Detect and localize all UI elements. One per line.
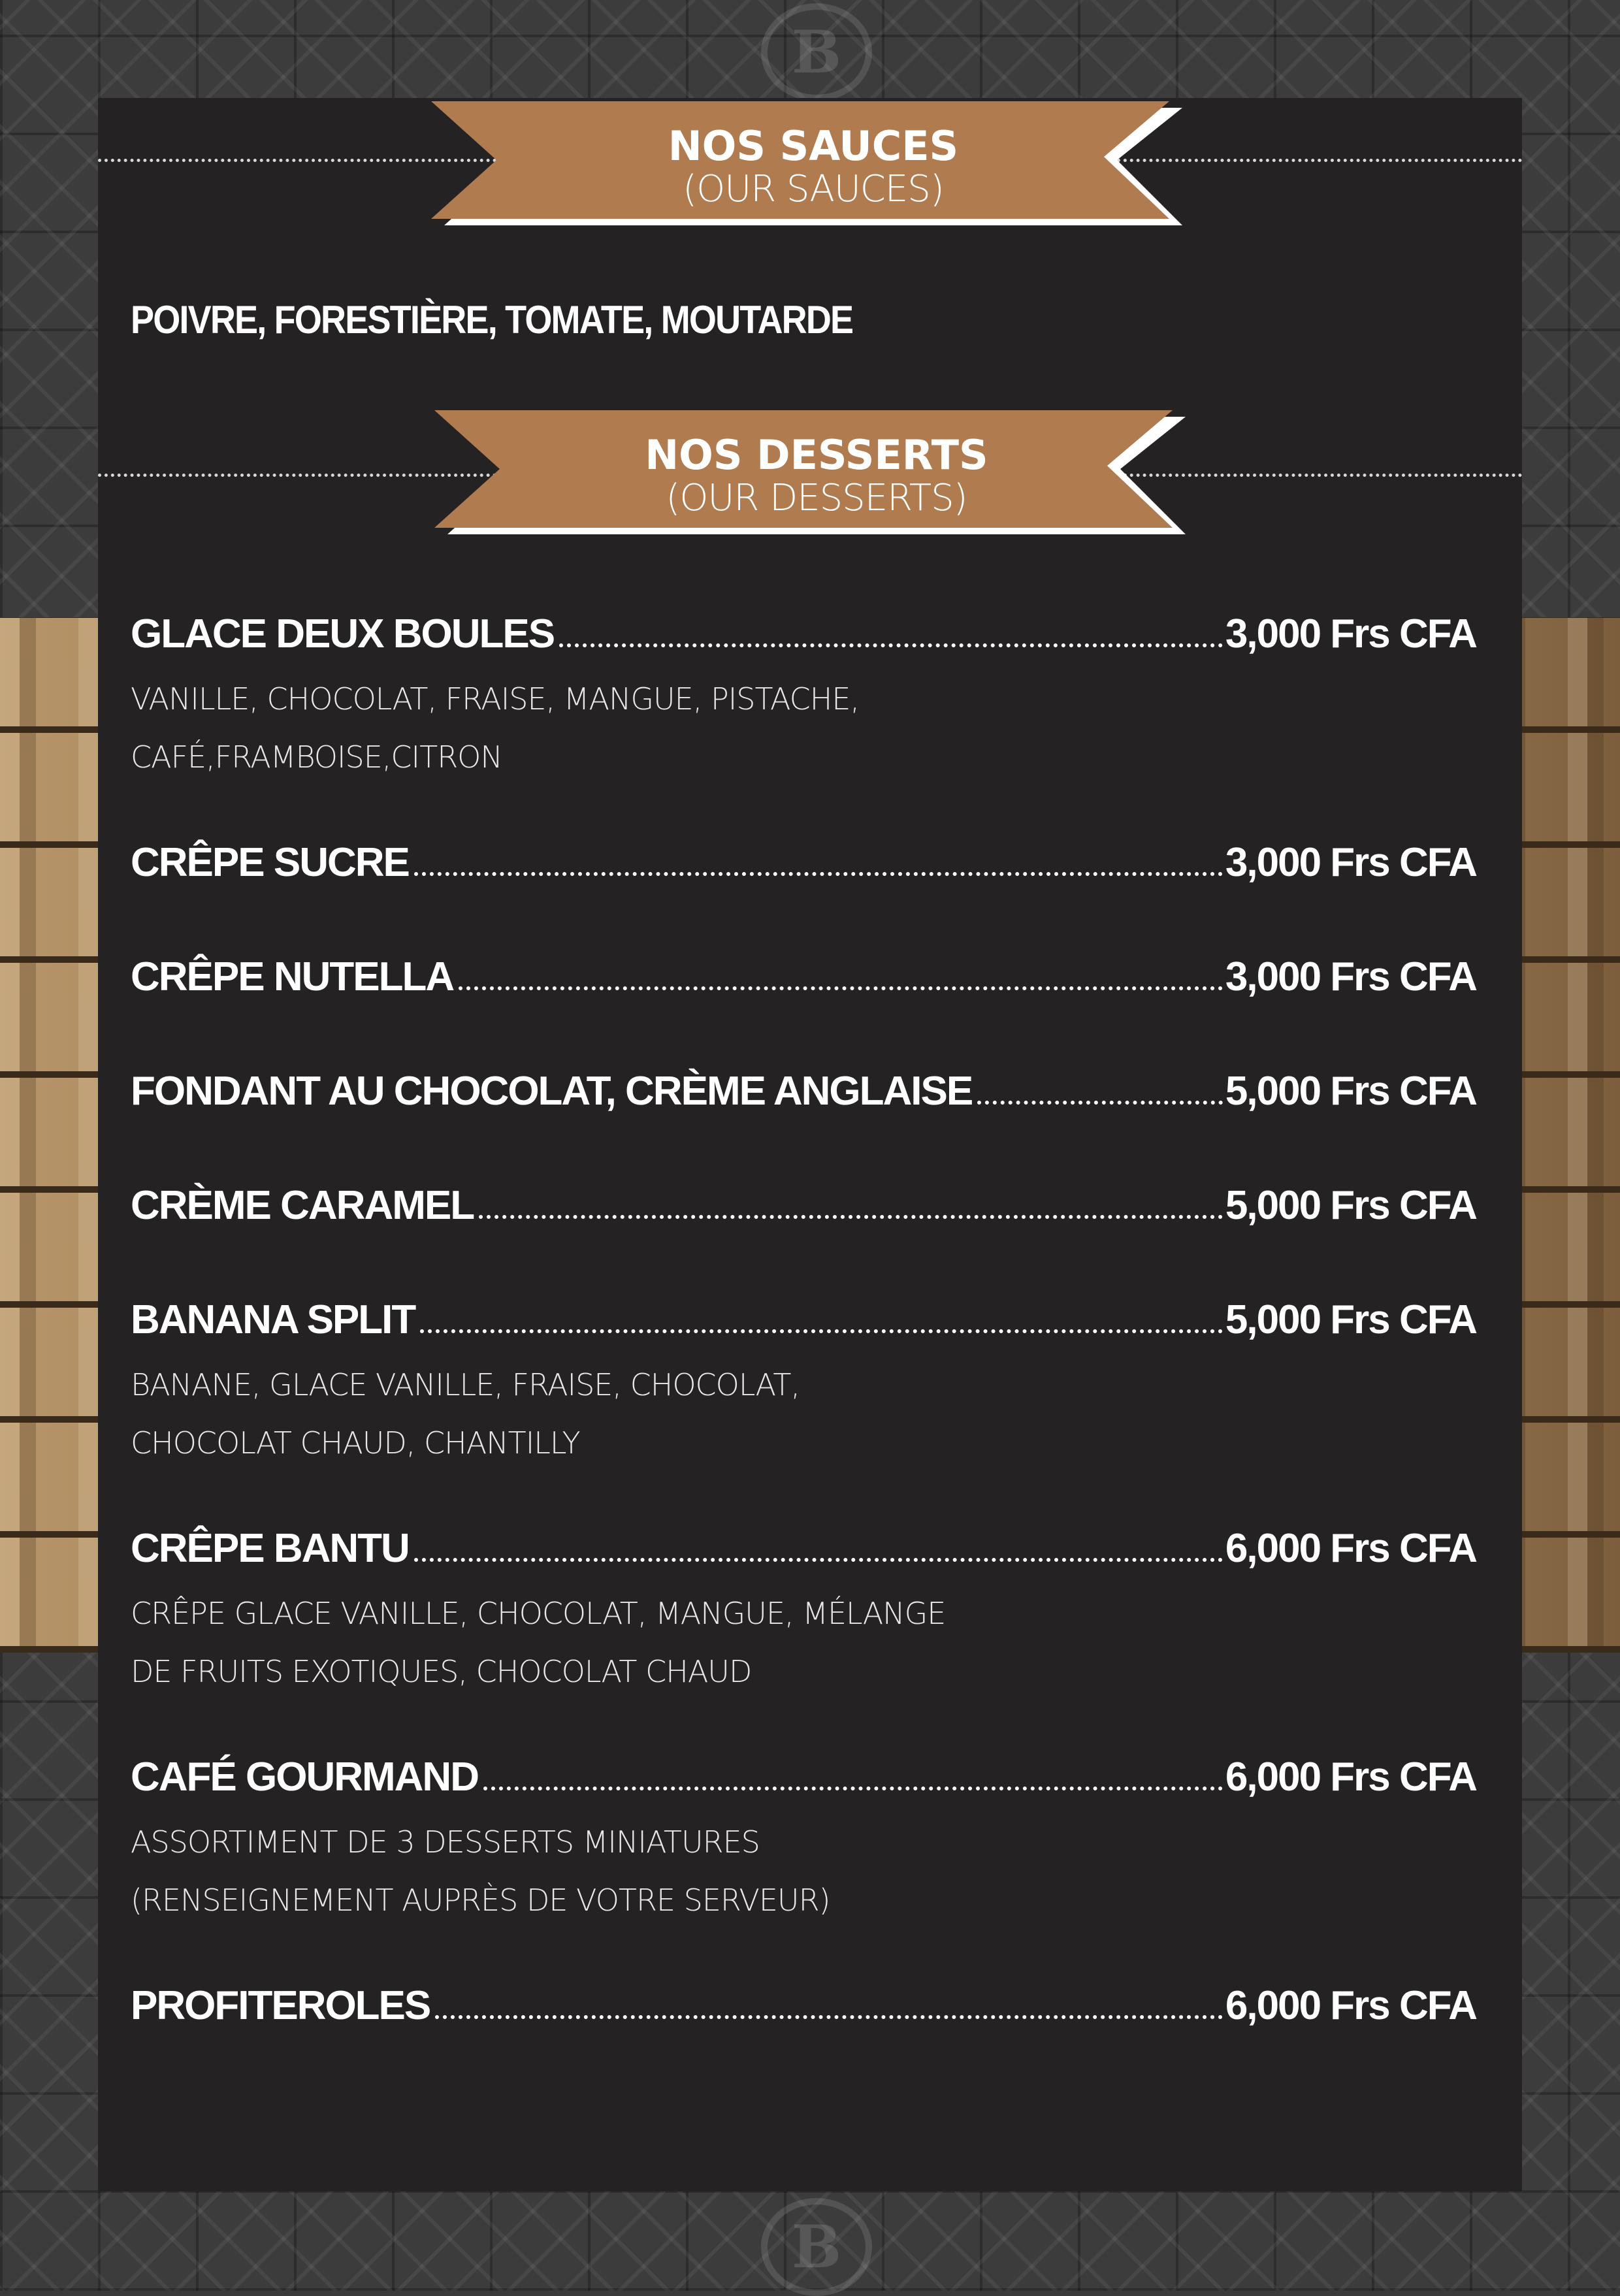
item-price: 6,000 Frs CFA	[1225, 1983, 1476, 2028]
item-name: PROFITEROLES	[131, 1983, 430, 2028]
item-name: CRÊPE BANTU	[131, 1526, 409, 1571]
desserts-ribbon	[434, 410, 1199, 538]
menu-item	[131, 1182, 1476, 1241]
dot-leader	[483, 1787, 1223, 1790]
item-price: 3,000 Frs CFA	[1225, 840, 1476, 885]
sauces-list: POIVRE, FORESTIÈRE, TOMATE, MOUTARDE	[131, 298, 853, 342]
menu-item	[131, 1525, 1476, 1700]
sauces-title: NOS SAUCES	[668, 122, 959, 170]
menu-item	[131, 611, 1476, 786]
desserts-title: NOS DESSERTS	[645, 431, 988, 479]
menu-item	[131, 954, 1476, 1012]
item-price: 6,000 Frs CFA	[1225, 1526, 1476, 1571]
item-name: BANANA SPLIT	[131, 1297, 415, 1342]
menu-item	[131, 1068, 1476, 1127]
item-description: CHOCOLAT CHAUD, CHANTILLY	[131, 1425, 580, 1461]
item-name: GLACE DEUX BOULES	[131, 611, 555, 656]
dot-leader	[479, 1215, 1223, 1219]
dot-leader	[559, 643, 1223, 647]
item-description: VANILLE, CHOCOLAT, FRAISE, MANGUE, PISTACHE,	[131, 681, 860, 717]
sauces-subtitle: (OUR SAUCES)	[683, 168, 944, 210]
sauces-ribbon	[431, 101, 1195, 229]
item-name: CRÈME CARAMEL	[131, 1183, 474, 1228]
dot-leader	[977, 1101, 1223, 1105]
menu-item	[131, 1297, 1476, 1472]
item-description: CAFÉ,FRAMBOISE,CITRON	[131, 739, 502, 775]
logo-watermark-top: B	[761, 3, 872, 101]
item-description: ASSORTIMENT DE 3 DESSERTS MINIATURES	[131, 1824, 760, 1860]
desserts-subtitle: (OUR DESSERTS)	[666, 477, 967, 519]
item-price: 5,000 Frs CFA	[1225, 1183, 1476, 1228]
item-price: 6,000 Frs CFA	[1225, 1754, 1476, 1800]
menu-item	[131, 1754, 1476, 1929]
item-price: 3,000 Frs CFA	[1225, 611, 1476, 656]
item-description: CRÊPE GLACE VANILLE, CHOCOLAT, MANGUE, MÉLANGE	[131, 1596, 946, 1631]
dot-leader	[414, 1558, 1223, 1562]
item-name: CAFÉ GOURMAND	[131, 1754, 478, 1800]
item-price: 5,000 Frs CFA	[1225, 1297, 1476, 1342]
menu-item	[131, 839, 1476, 898]
item-name: CRÊPE NUTELLA	[131, 954, 454, 999]
item-price: 5,000 Frs CFA	[1225, 1069, 1476, 1114]
logo-watermark-bottom: B	[761, 2198, 872, 2296]
dot-leader	[435, 2015, 1223, 2019]
menu-item	[131, 1982, 1476, 2041]
item-description: DE FRUITS EXOTIQUES, CHOCOLAT CHAUD	[131, 1654, 752, 1689]
dot-leader	[459, 986, 1223, 990]
item-name: FONDANT AU CHOCOLAT, CRÈME ANGLAISE	[131, 1069, 973, 1114]
item-description: (RENSEIGNEMENT AUPRÈS DE VOTRE SERVEUR)	[131, 1883, 830, 1918]
item-name: CRÊPE SUCRE	[131, 840, 409, 885]
dot-leader	[414, 872, 1223, 876]
dot-leader	[420, 1329, 1223, 1333]
item-description: BANANE, GLACE VANILLE, FRAISE, CHOCOLAT,	[131, 1367, 800, 1402]
item-price: 3,000 Frs CFA	[1225, 954, 1476, 999]
